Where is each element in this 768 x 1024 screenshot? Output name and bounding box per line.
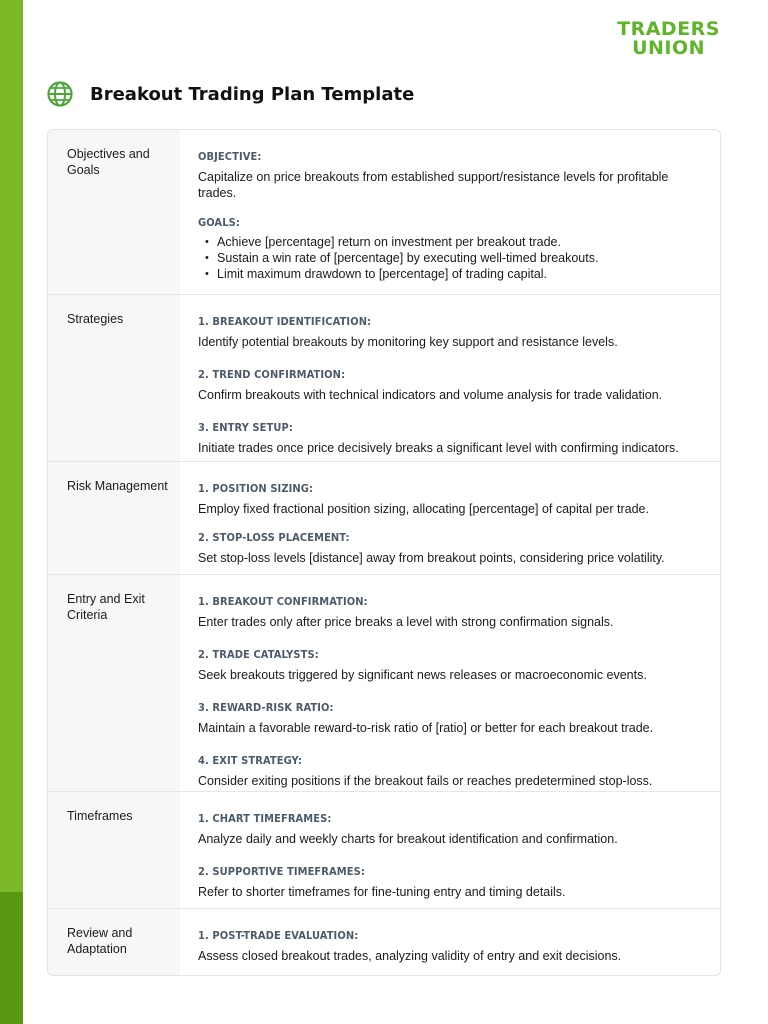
section-row-objectives bbox=[48, 130, 720, 294]
logo-line-2: UNION bbox=[632, 37, 706, 59]
item-heading: 2. STOP-LOSS PLACEMENT: bbox=[198, 531, 350, 544]
list-item: • Achieve [percentage] return on investment per breakout trade. bbox=[198, 234, 702, 250]
section-content bbox=[180, 295, 720, 461]
item-heading: 2. TREND CONFIRMATION: bbox=[198, 368, 346, 381]
item-heading: 2. SUPPORTIVE TIMEFRAMES: bbox=[198, 865, 365, 878]
item-heading: 2. TRADE CATALYSTS: bbox=[198, 648, 319, 661]
item-heading: 1. POST-TRADE EVALUATION: bbox=[198, 929, 359, 942]
section-row-risk-management bbox=[48, 461, 720, 574]
section-row-timeframes bbox=[48, 791, 720, 908]
section-content bbox=[180, 792, 720, 908]
left-accent-bar-lower bbox=[0, 892, 23, 1024]
item-heading: 1. BREAKOUT CONFIRMATION: bbox=[198, 595, 368, 608]
item-heading: OBJECTIVE: bbox=[198, 150, 262, 163]
section-label: Timeframes bbox=[48, 792, 180, 908]
item-text: Initiate trades once price decisively breaks a significant level with confirming indicators. bbox=[198, 441, 679, 455]
item-heading: 1. BREAKOUT IDENTIFICATION: bbox=[198, 315, 372, 328]
section-row-strategies bbox=[48, 294, 720, 461]
section-label: Risk Management bbox=[48, 462, 180, 574]
item-text: Seek breakouts triggered by significant news releases or macroeconomic events. bbox=[198, 668, 647, 682]
item-text: Employ fixed fractional position sizing, allocating [percentage] of capital per trade. bbox=[198, 502, 649, 516]
section-row-entry-exit bbox=[48, 574, 720, 791]
item-heading: 3. REWARD-RISK RATIO: bbox=[198, 701, 334, 714]
section-content bbox=[180, 909, 720, 975]
page-header bbox=[46, 80, 414, 108]
item-heading: 3. ENTRY SETUP: bbox=[198, 421, 293, 434]
section-content bbox=[180, 462, 720, 574]
section-label: Review and Adaptation bbox=[48, 909, 180, 975]
item-text: Consider exiting positions if the breakout fails or reaches predetermined stop-loss. bbox=[198, 774, 653, 788]
logo-line-1: TRADERS bbox=[617, 18, 720, 40]
page-title: Breakout Trading Plan Template bbox=[90, 83, 415, 105]
item-text: Analyze daily and weekly charts for breakout identification and confirmation. bbox=[198, 832, 618, 846]
trading-plan-table bbox=[47, 129, 721, 976]
section-label: Objectives and Goals bbox=[48, 130, 180, 294]
left-accent-bar bbox=[0, 0, 23, 1024]
item-text: Maintain a favorable reward-to-risk ratio of [ratio] or better for each breakout trade. bbox=[198, 721, 654, 735]
list-item: • Sustain a win rate of [percentage] by executing well-timed breakouts. bbox=[198, 250, 702, 266]
item-heading: GOALS: bbox=[198, 216, 240, 229]
item-heading: 4. EXIT STRATEGY: bbox=[198, 754, 302, 767]
item-text: Refer to shorter timeframes for fine-tuning entry and timing details. bbox=[198, 885, 566, 899]
section-row-review bbox=[48, 908, 720, 975]
goals-list bbox=[198, 234, 702, 282]
section-label: Entry and Exit Criteria bbox=[48, 575, 180, 791]
item-text: Assess closed breakout trades, analyzing validity of entry and exit decisions. bbox=[198, 949, 622, 963]
section-content bbox=[180, 130, 720, 294]
item-text: Enter trades only after price breaks a level with strong confirmation signals. bbox=[198, 615, 614, 629]
section-label: Strategies bbox=[48, 295, 180, 461]
item-heading: 1. CHART TIMEFRAMES: bbox=[198, 812, 332, 825]
item-heading: 1. POSITION SIZING: bbox=[198, 482, 314, 495]
item-text: Confirm breakouts with technical indicators and volume analysis for trade validation. bbox=[198, 388, 663, 402]
section-content bbox=[180, 575, 720, 791]
item-text: Identify potential breakouts by monitoring key support and resistance levels. bbox=[198, 335, 618, 349]
globe-icon bbox=[46, 80, 74, 108]
list-item: • Limit maximum drawdown to [percentage] of trading capital. bbox=[198, 266, 702, 282]
item-text: Set stop-loss levels [distance] away from breakout points, considering price volatility. bbox=[198, 551, 665, 565]
traders-union-logo[interactable] bbox=[617, 20, 720, 58]
item-text: Capitalize on price breakouts from established support/resistance levels for profitable trades. bbox=[198, 170, 669, 200]
